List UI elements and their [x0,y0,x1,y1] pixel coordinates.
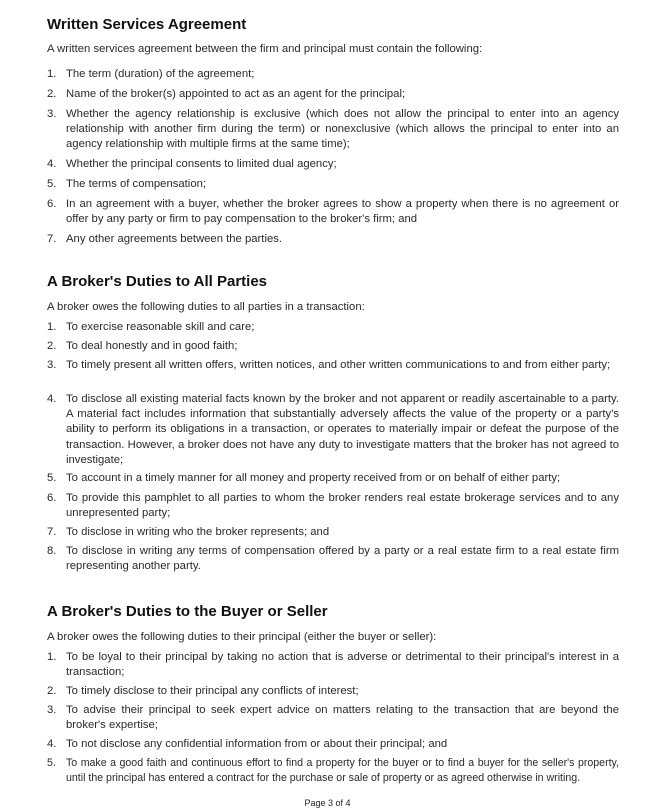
list-item-text: To disclose in writing who the broker represents; and [66,526,330,538]
list-item-number: 2. [47,340,57,352]
section-duties-to-all-parties [47,273,619,573]
section-intro: A broker owes the following duties to all parties in a transaction: [47,301,365,313]
list-item-number: 2. [47,685,57,697]
list-item [47,232,619,247]
list-item-number: 6. [47,198,57,210]
list-item-text: In an agreement with a buyer, whether the broker agrees to show a property when there is no agreement or offer by any party or firm to pay compensation to the broker's firm; and [66,198,619,226]
list-item-text: To not disclose any confidential information from or about their principal; and [66,738,448,750]
list-item-number: 6. [47,492,57,504]
list-item [47,756,619,786]
list-item [47,320,619,335]
list-item-number: 7. [47,233,57,245]
list-item [47,737,619,752]
list-item-number: 3. [47,704,57,716]
list-item [47,703,619,733]
list-item-text: To account in a timely manner for all money and property received from or on behalf of either party; [66,472,561,484]
list-item-number: 5. [47,472,57,484]
section-intro: A broker owes the following duties to their principal (either the buyer or seller): [47,631,437,643]
list-item-number: 4. [47,393,57,405]
list-item-text: Whether the principal consents to limited dual agency; [66,158,337,170]
list-item-text: Whether the agency relationship is exclusive (which does not allow the principal to enter into an agency relationship with another firm during the term) or nonexclusive (which allows the principal to enter into an agency relationship with multiple firms at the same time); [66,108,619,151]
list-item [47,177,619,192]
list-item [47,157,619,172]
list-item [47,650,619,680]
list-item [47,339,619,354]
list-item-text: To disclose in writing any terms of compensation offered by a party or a real estate firm to a real estate firm representing another party. [66,545,619,573]
list-item-number: 7. [47,526,57,538]
list-item-text: To be loyal to their principal by taking no action that is adverse or detrimental to their principal's interest in a transaction; [66,651,619,679]
list-item-number: 4. [47,738,57,750]
list-item-number: 5. [47,757,56,769]
list-item-text: The terms of compensation; [66,178,207,190]
list-item [47,197,619,227]
list-item [47,525,619,540]
list-item-number: 3. [47,108,57,120]
section-written-services-agreement [47,16,619,252]
list-item [47,67,619,82]
list-item-text: To make a good faith and continuous effort to find a property for the buyer or to find a buyer for the seller's property, until the principal has entered a contract for the purchase or sale of property or as agreed otherwise in writing. [66,757,619,785]
list-item-number: 4. [47,158,57,170]
list-item [47,392,619,468]
section-heading: A Broker's Duties to All Parties [47,273,268,290]
list-item-number: 1. [47,321,57,333]
list-item-number: 1. [47,651,57,663]
list-item [47,87,619,102]
list-item-number: 2. [47,88,57,100]
section-heading: Written Services Agreement [47,16,247,33]
list-item [47,107,619,153]
list-item-text: To deal honestly and in good faith; [66,340,238,352]
list-item [47,491,619,521]
list-item-text: Name of the broker(s) appointed to act as an agent for the principal; [66,88,406,100]
list-item-number: 5. [47,178,57,190]
list-item [47,684,619,699]
list-item-text: The term (duration) of the agreement; [66,68,255,80]
section-heading: A Broker's Duties to the Buyer or Seller [47,603,328,620]
section-intro: A written services agreement between the firm and principal must contain the following: [47,43,483,55]
list-item [47,471,619,486]
list-item-text: To advise their principal to seek expert advice on matters relating to the transaction that are beyond the broker's expertise; [66,704,619,732]
section-duties-to-buyer-or-seller [47,603,619,793]
list-item-number: 8. [47,545,57,557]
list-item-text: To timely disclose to their principal any conflicts of interest; [66,685,359,697]
list-item-number: 3. [47,359,57,371]
list-item-text: To exercise reasonable skill and care; [66,321,255,333]
page-number: Page 3 of 4 [304,798,351,808]
list-item-text: To timely present all written offers, written notices, and other written communications to and from either party; [66,359,611,371]
list-item [47,544,619,574]
list-item-text: To provide this pamphlet to all parties to whom the broker renders real estate brokerage services and to any unrepresented party; [66,492,619,520]
list-item-text: Any other agreements between the parties. [66,233,283,245]
list-item-text: To disclose all existing material facts known by the broker and not apparent or readily ascertainable to a party. A material fact includes information that substantially adversely affects the value of the property or a party's ability to perform its obligations in a transaction, or operates to materially impair or defeat the purpose of the transaction. However, a broker does not have any duty to investigate matters that the broker has not agreed to investigate; [66,393,619,466]
list-item [47,358,619,373]
list-item-number: 1. [47,68,57,80]
